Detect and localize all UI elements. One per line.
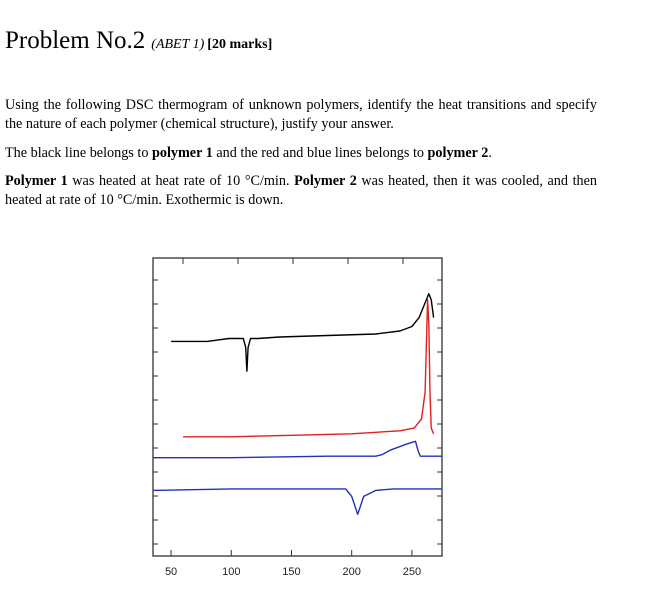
x-tick-label: 200 [342, 566, 361, 578]
x-tick-label: 50 [164, 566, 178, 578]
p2-text-a: The black line belongs to [5, 145, 152, 161]
dsc-curve-2 [183, 300, 434, 437]
p3-text-b: was heated at heat rate of 10 °C/min. [67, 173, 295, 189]
x-axis-ticks [165, 550, 421, 578]
dsc-curves [153, 294, 442, 515]
p2-text-c: and the red and blue lines belongs to [212, 145, 428, 161]
x-tick-label: 100 [222, 566, 241, 578]
marks-label: [20 marks] [207, 37, 273, 52]
polymer2-label-2: Polymer 2 [294, 173, 357, 189]
frame-ticks [153, 258, 442, 544]
dsc-curve-1 [171, 294, 434, 371]
instructions-paragraph: Using the following DSC thermogram of unknown polymers, identify the heat transitions and specify the nature of each polymer (chemical structure), justify your answer. [5, 97, 597, 132]
plot-frame [153, 258, 442, 556]
dsc-curve-3 [153, 441, 442, 457]
p2-text-e: . [488, 145, 492, 161]
abet-label: (ABET 1) [151, 37, 205, 52]
problem-heading: Problem No.2 [5, 27, 146, 54]
x-tick-label: 250 [402, 566, 422, 578]
polymer2-label: polymer 2 [427, 145, 489, 161]
polymer1-label: polymer 1 [151, 145, 213, 161]
dsc-curve-4 [153, 489, 442, 514]
x-tick-label: 150 [282, 566, 301, 578]
p3-text-d: was heated, then it was cooled, and then heated at rate of 10 °C/min. Exothermic is down. [5, 173, 598, 208]
polymer1-label-2: Polymer 1 [5, 173, 68, 189]
